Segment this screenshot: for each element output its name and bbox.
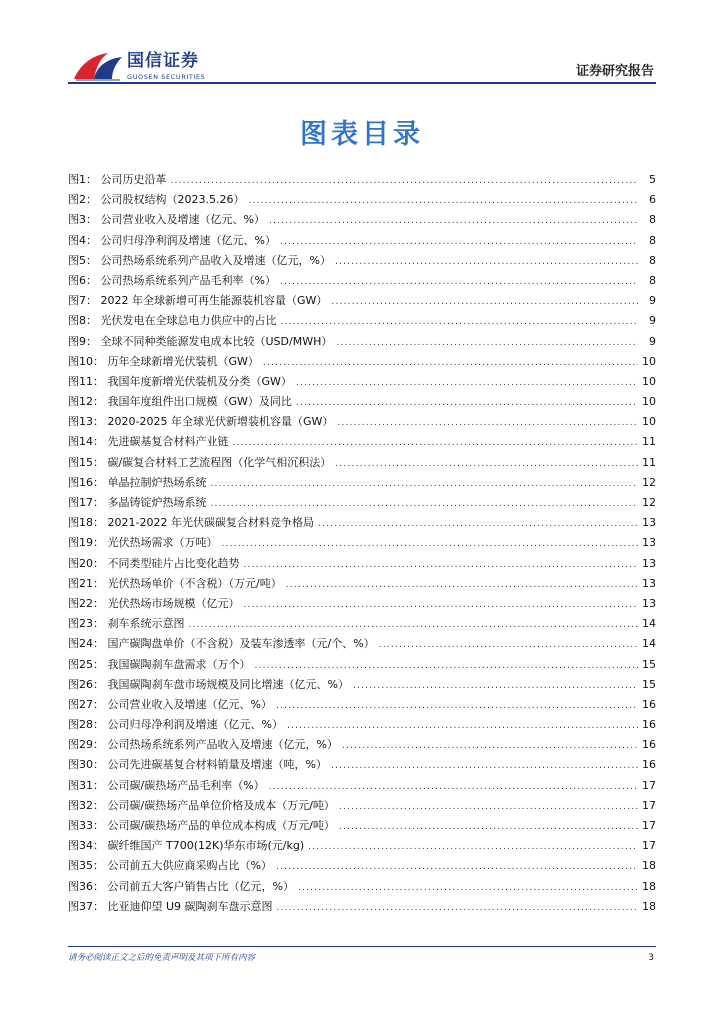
toc-leader-dots <box>335 454 638 474</box>
header-divider <box>68 82 656 84</box>
toc-entry[interactable] <box>68 715 656 735</box>
toc-entry-label: 图31： 公司碳/碳热场产品毛利率（%） <box>68 778 265 792</box>
toc-entry-label: 图28： 公司归母净利润及增速（亿元、%） <box>68 718 283 732</box>
guosen-logo-icon <box>72 51 124 81</box>
toc-entry-page: 17 <box>642 778 656 792</box>
toc-entry[interactable] <box>68 231 656 251</box>
toc-entry-page: 10 <box>642 395 656 409</box>
toc-entry-page: 17 <box>642 819 656 832</box>
toc-entry[interactable] <box>68 291 656 311</box>
toc-entry[interactable] <box>68 513 656 533</box>
toc-entry-page: 15 <box>642 657 656 671</box>
toc-entry-page: 10 <box>642 415 656 429</box>
toc-entry-label: 图9： 全球不同种类能源发电成本比较（USD/MWH） <box>68 334 333 348</box>
toc-entry-label: 图14： 先进碳基复合材料产业链 <box>68 435 229 449</box>
toc-leader-dots <box>255 656 639 676</box>
toc-entry[interactable] <box>68 816 656 836</box>
toc-entry-label: 图21： 光伏热场单价（不含税）（万元/吨） <box>68 576 282 590</box>
toc-entry-label: 图5： 公司热场系统系列产品收入及增速（亿元，%） <box>68 253 331 267</box>
toc-entry[interactable] <box>68 493 656 513</box>
toc-entry-page: 14 <box>642 617 656 631</box>
toc-entry-page: 13 <box>642 596 656 610</box>
toc-entry[interactable] <box>68 695 656 715</box>
toc-entry-label: 图17： 多晶铸锭炉热场系统 <box>68 496 207 509</box>
page-number: 3 <box>648 953 654 963</box>
toc-entry-label: 图3： 公司营业收入及增速（亿元、%） <box>68 213 265 227</box>
toc-entry-page: 16 <box>642 738 656 752</box>
toc-leader-dots <box>222 534 639 554</box>
toc-leader-dots <box>171 171 639 191</box>
toc-leader-dots <box>263 353 638 373</box>
toc-entry[interactable] <box>68 796 656 816</box>
toc-entry[interactable] <box>68 735 656 755</box>
toc-entry-page: 18 <box>642 859 656 873</box>
brand <box>127 52 205 82</box>
toc-entry[interactable] <box>68 877 656 897</box>
toc-entry-label: 图8： 光伏发电在全球总电力供应中的占比 <box>68 314 277 328</box>
page-title: 图表目录 <box>300 119 424 150</box>
toc-leader-dots <box>281 312 639 332</box>
toc-entry-page: 11 <box>642 455 656 469</box>
toc-entry[interactable] <box>68 352 656 372</box>
toc-entry[interactable] <box>68 594 656 614</box>
toc-entry-page: 5 <box>649 173 656 186</box>
toc-entry[interactable] <box>68 634 656 654</box>
toc-entry-label: 图6： 公司热场系统系列产品毛利率（%） <box>68 273 276 287</box>
brand-name-en: GUOSEN SECURITIES <box>127 73 206 81</box>
toc-entry-page: 11 <box>642 435 656 449</box>
toc-leader-dots <box>379 635 638 655</box>
toc-entry-page: 13 <box>642 576 656 590</box>
toc-entry-label: 图22： 光伏热场市场规模（亿元） <box>68 596 240 610</box>
toc-entry[interactable] <box>68 372 656 392</box>
toc-entry-page: 18 <box>642 899 656 913</box>
toc-entry[interactable] <box>68 412 656 432</box>
toc-leader-dots <box>339 797 638 817</box>
toc-entry-page: 13 <box>642 556 656 570</box>
toc-entry-page: 15 <box>642 677 656 691</box>
toc-leader-dots <box>308 837 638 857</box>
toc-leader-dots <box>318 514 638 534</box>
disclaimer-text: 请务必阅读正文之后的免责声明及其项下所有内容 <box>68 953 256 963</box>
toc-leader-dots <box>276 857 638 877</box>
footer-divider <box>68 946 656 947</box>
toc-entry[interactable] <box>68 897 656 917</box>
toc-entry[interactable] <box>68 453 656 473</box>
toc-entry-page: 16 <box>642 697 656 711</box>
toc-leader-dots <box>296 373 638 393</box>
toc-leader-dots <box>298 878 638 898</box>
toc-entry-page: 17 <box>642 839 656 853</box>
toc-leader-dots <box>286 575 638 595</box>
toc-entry-label: 图7： 2022 年全球新增可再生能源装机容量（GW） <box>68 294 328 308</box>
toc-entry-label: 图15： 碳/碳复合材料工艺流程图（化学气相沉积法） <box>68 455 332 469</box>
toc-entry-page: 8 <box>649 213 656 227</box>
toc-entry-label: 图20： 不同类型硅片占比变化趋势 <box>68 556 240 570</box>
toc-entry-label: 图30： 公司先进碳基复合材料销量及增速（吨，%） <box>68 758 327 772</box>
toc-entry-label: 图33： 公司碳/碳热场产品的单位成本构成（万元/吨） <box>68 819 335 832</box>
toc-entry[interactable] <box>68 856 656 876</box>
toc-entry[interactable] <box>68 170 656 190</box>
toc-entry[interactable] <box>68 251 656 271</box>
toc-entry[interactable] <box>68 190 656 210</box>
toc-entry[interactable] <box>68 332 656 352</box>
toc-entry[interactable] <box>68 311 656 331</box>
toc-leader-dots <box>339 817 638 837</box>
toc-leader-dots <box>287 716 638 736</box>
toc-entry-page: 9 <box>649 294 656 308</box>
toc-entry-page: 10 <box>642 354 656 368</box>
toc-entry[interactable] <box>68 432 656 452</box>
toc-entry[interactable] <box>68 473 656 493</box>
toc-entry-label: 图34： 碳纤维国产 T700(12K)华东市场(元/kg) <box>68 839 305 853</box>
toc-entry[interactable] <box>68 554 656 574</box>
toc-entry-label: 图36： 公司前五大客户销售占比（亿元，%） <box>68 879 294 893</box>
toc-entry-page: 17 <box>642 798 656 812</box>
toc-entry-label: 图27： 公司营业收入及增速（亿元、%） <box>68 697 272 711</box>
toc-entry-label: 图18： 2021-2022 年光伏碳碳复合材料竞争格局 <box>68 516 314 530</box>
toc-entry-label: 图29： 公司热场系统系列产品收入及增速（亿元，%） <box>68 738 338 752</box>
toc-leader-dots <box>342 736 638 756</box>
toc-entry-label: 图25： 我国碳陶刹车盘需求（万个） <box>68 657 251 671</box>
toc-leader-dots <box>269 211 638 231</box>
toc-entry[interactable] <box>68 614 656 634</box>
toc-entry[interactable] <box>68 755 656 775</box>
toc-entry-page: 10 <box>642 374 656 388</box>
toc-entry-label: 图1： 公司历史沿革 <box>68 173 167 186</box>
toc-entry-label: 图12： 我国年度组件出口规模（GW）及同比 <box>68 395 292 409</box>
toc-entry-page: 12 <box>642 475 656 489</box>
toc-entry-page: 8 <box>649 253 656 267</box>
figure-table-of-contents <box>68 170 656 917</box>
toc-entry[interactable] <box>68 776 656 796</box>
toc-entry[interactable] <box>68 210 656 230</box>
toc-entry[interactable] <box>68 836 656 856</box>
toc-leader-dots <box>353 676 638 696</box>
toc-entry-label: 图26： 我国碳陶刹车盘市场规模及同比增速（亿元、%） <box>68 677 349 691</box>
toc-leader-dots <box>337 413 638 433</box>
page-header <box>0 0 724 90</box>
toc-leader-dots <box>244 595 639 615</box>
toc-entry-page: 8 <box>649 273 656 287</box>
toc-entry[interactable] <box>68 655 656 675</box>
toc-leader-dots <box>233 433 639 453</box>
toc-entry-page: 14 <box>642 637 656 651</box>
toc-entry-label: 图32： 公司碳/碳热场产品单位价格及成本（万元/吨） <box>68 798 335 812</box>
brand-name-cn: 国信证券 <box>127 51 199 71</box>
toc-leader-dots <box>276 696 638 716</box>
toc-leader-dots <box>269 777 638 797</box>
toc-leader-dots <box>336 333 638 353</box>
toc-leader-dots <box>189 615 639 635</box>
toc-entry-page: 12 <box>642 496 656 509</box>
toc-entry-page: 9 <box>649 334 656 348</box>
toc-entry-label: 图11： 我国年度新增光伏装机及分类（GW） <box>68 374 292 388</box>
toc-entry[interactable] <box>68 533 656 553</box>
toc-entry-page: 16 <box>642 718 656 732</box>
report-type: 证券研究报告 <box>575 64 654 79</box>
toc-entry-label: 图37： 比亚迪仰望 U9 碳陶刹车盘示意图 <box>68 899 273 913</box>
toc-entry-page: 18 <box>642 879 656 893</box>
toc-leader-dots <box>335 252 638 272</box>
toc-entry[interactable] <box>68 675 656 695</box>
toc-leader-dots <box>244 555 639 575</box>
toc-leader-dots <box>211 474 639 494</box>
toc-entry-page: 13 <box>642 516 656 530</box>
toc-entry-label: 图10： 历年全球新增光伏装机（GW） <box>68 354 259 368</box>
toc-leader-dots <box>280 232 638 252</box>
toc-entry-label: 图35： 公司前五大供应商采购占比（%） <box>68 859 272 873</box>
toc-entry-page: 13 <box>642 536 656 550</box>
toc-leader-dots <box>211 494 639 514</box>
toc-entry-page: 6 <box>649 193 656 207</box>
toc-entry-label: 图23： 刹车系统示意图 <box>68 617 185 631</box>
toc-entry-label: 图4： 公司归母净利润及增速（亿元、%） <box>68 233 276 247</box>
toc-leader-dots <box>248 191 638 211</box>
toc-leader-dots <box>331 292 638 312</box>
toc-leader-dots <box>277 898 638 918</box>
toc-entry-label: 图16： 单晶拉制炉热场系统 <box>68 475 207 489</box>
toc-leader-dots <box>296 393 638 413</box>
toc-entry-page: 9 <box>649 314 656 328</box>
toc-entry-page: 8 <box>649 233 656 247</box>
toc-entry-page: 16 <box>642 758 656 772</box>
toc-entry[interactable] <box>68 392 656 412</box>
toc-leader-dots <box>280 272 638 292</box>
toc-entry-label: 图13： 2020-2025 年全球光伏新增装机容量（GW） <box>68 415 334 429</box>
toc-entry-label: 图2： 公司股权结构（2023.5.26） <box>68 193 245 207</box>
toc-leader-dots <box>331 756 638 776</box>
toc-entry[interactable] <box>68 271 656 291</box>
toc-entry-label: 图24： 国产碳陶盘单价（不含税）及装车渗透率（元/个、%） <box>68 637 375 651</box>
toc-entry[interactable] <box>68 574 656 594</box>
toc-entry-label: 图19： 光伏热场需求（万吨） <box>68 536 218 550</box>
